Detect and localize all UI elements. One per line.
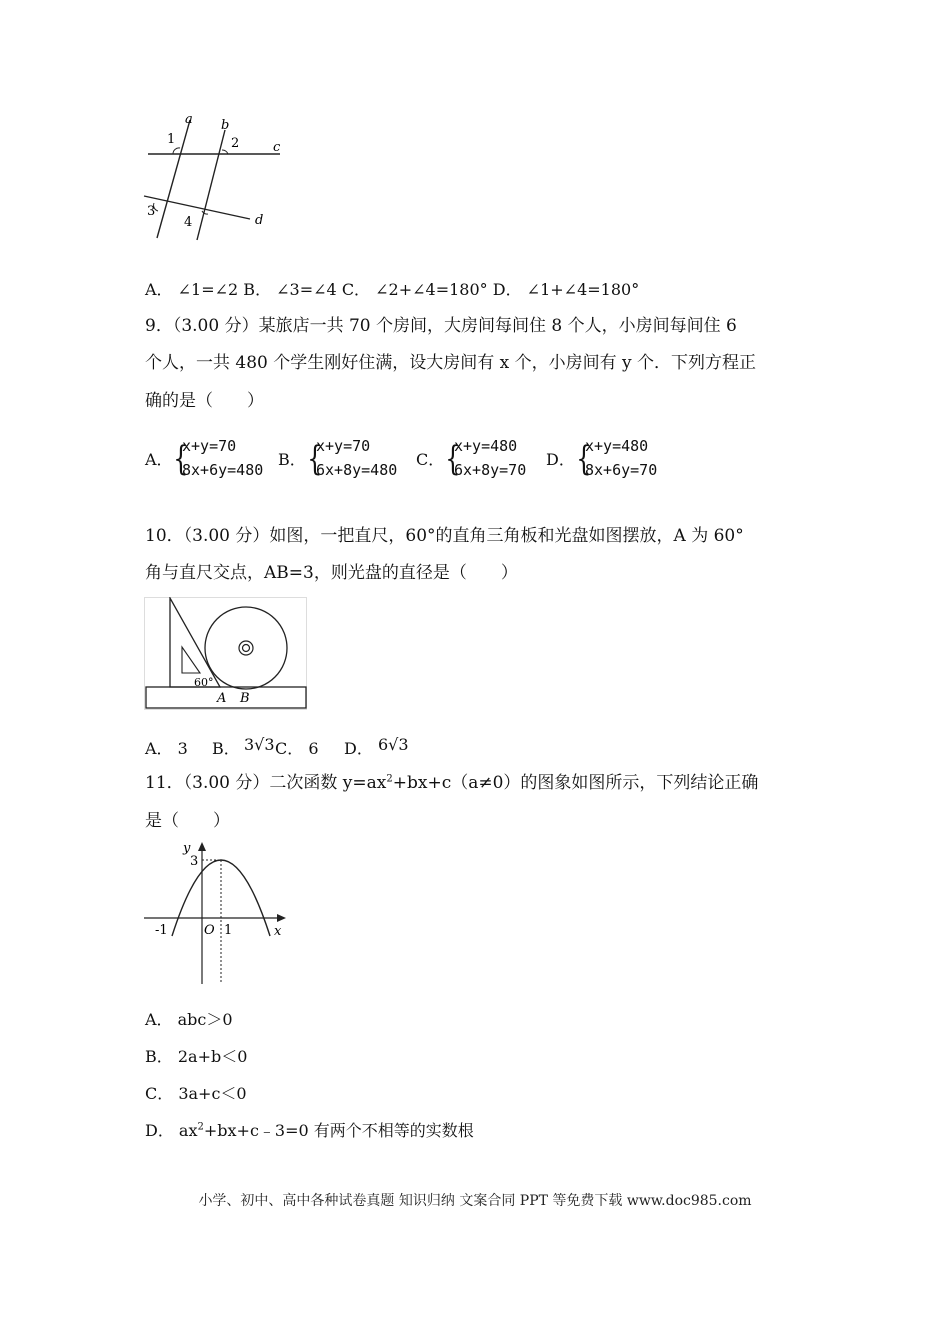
- q9-line-3: 确的是（ ）: [145, 391, 264, 411]
- q9-option-c-label: C．: [416, 450, 445, 469]
- q8-options: A． ∠1=∠2 B． ∠3=∠4 C． ∠2+∠4=180° D． ∠1+∠4=180°: [145, 280, 640, 299]
- q10-angle-label: 60°: [194, 676, 214, 689]
- q8-label-c: c: [273, 140, 281, 155]
- q11-axis-y-label: y: [183, 841, 191, 856]
- q10-line-1: 10．（3.00 分）如图，一把直尺，60°的直角三角板和光盘如图摆放，A 为 60°: [145, 526, 744, 546]
- q8-angle-1: 1: [167, 132, 176, 147]
- q11-option-b: B． 2a+b＜0: [145, 1047, 248, 1066]
- q9-line-1: 9．（3.00 分）某旅店一共 70 个房间，大房间每间住 8 个人，小房间每间住 6: [145, 316, 737, 336]
- q8-label-a: a: [185, 112, 193, 127]
- page-footer: 小学、初中、高中各种试卷真题 知识归纳 文案合同 PPT 等免费下载 www.doc985.com: [198, 1193, 752, 1209]
- q9-option-d-eq2: 8x+6y=70: [585, 461, 658, 479]
- q8-label-b: b: [221, 118, 230, 133]
- q9-option-c-eq2: 6x+8y=70: [454, 461, 527, 479]
- q10-option-a: A． 3: [145, 739, 188, 758]
- q9-line-2: 个人，一共 480 个学生刚好住满，设大房间有 x 个，小房间有 y 个．下列方程正: [145, 353, 757, 373]
- q10-option-b-value: 3√3: [244, 735, 275, 754]
- q9-option-b-eq1: x+y=70: [316, 437, 371, 455]
- q11-option-a: A． abc＞0: [145, 1010, 233, 1029]
- q10-option-c: C． 6: [275, 739, 319, 758]
- q11-tick-1: 1: [224, 923, 233, 938]
- q9-option-d-eq1: x+y=480: [585, 437, 649, 455]
- q10-option-d: D．: [344, 739, 373, 758]
- q8-angle-2: 2: [231, 136, 240, 151]
- set-square: [170, 598, 220, 687]
- q8-angle-4: 4: [184, 215, 193, 230]
- q9-option-b-label: B．: [278, 450, 306, 469]
- q9-option-a-label: A．: [145, 450, 173, 469]
- q8-figure: [140, 110, 300, 245]
- q10-label-a: A: [217, 691, 227, 706]
- q8-angle-3: 3: [147, 204, 156, 219]
- q9-option-a-eq1: x+y=70: [182, 437, 237, 455]
- page: a b c d 1 2 3 4 A． ∠1=∠2 B． ∠3=∠4 C． ∠2+∠4=180° D． ∠1+∠4=180° 9．（3.00 分）某旅店一共 70 个房间，大房间每间住 8 个人，小房间每间住 6 个人，一共 480 个学生刚好住满，设大房间有 x 个，小房间有 y 个．下列方程正 确的是（ ） A． { x+y=70 8x+6y=480 B． { x+y=70 6x+8y=480 C． { x+y=480 6x+8y=70 D． { x+y=480 8x+6y=70 10．（3.00 分）如图，一把直尺，60°的直角三角板和光盘如图摆放，A 为 60° 角与直尺交点，AB=3，则光盘的直径是（ ） 60° A B A． 3 B． 3√3 C． 6 D． 6√3 11．（3.00 分）二次函数 $y=ax^2+bx+c(a\ne 0)$的图象如图所示，下列结论正确 是（ ） y x 3 O 1 -1 A． abc＞0 B． 2a+b＜0 C． 3a+c＜0 D． $ax^2+bx+c﹣3=0$ 有两个不相等的实数根 小学、初中、高中各种试卷真题 知识归纳 文案合同 PPT 等免费下载 www.doc985.com: [0, 0, 950, 1344]
- q11-option-d: D． $ax^2+bx+c﹣3=0$ 有两个不相等的实数根: [145, 1121, 474, 1140]
- q10-figure: [144, 597, 309, 711]
- q10-option-d-value: 6√3: [378, 735, 409, 754]
- q11-tick-neg1: -1: [155, 923, 168, 938]
- q9-option-d-label: D．: [546, 450, 575, 469]
- disc: [205, 607, 287, 689]
- q9-option-b-eq2: 6x+8y=480: [316, 461, 398, 479]
- q11-tick-3: 3: [190, 854, 199, 869]
- q11-graph: [140, 838, 290, 988]
- q11-line-2: 是（ ）: [145, 811, 230, 831]
- q9-option-c-eq1: x+y=480: [454, 437, 518, 455]
- q11-line-1: 11．（3.00 分）二次函数 $y=ax^2+bx+c(a\ne 0)$的图象如图所示，下列结论正确: [145, 773, 759, 793]
- q10-label-b: B: [240, 691, 250, 706]
- q9-option-a-eq2: 8x+6y=480: [182, 461, 264, 479]
- q10-line-2: 角与直尺交点，AB=3，则光盘的直径是（ ）: [145, 563, 518, 583]
- q8-label-d: d: [255, 213, 264, 228]
- q11-axis-x-label: x: [274, 924, 282, 939]
- q10-option-b: B．: [212, 739, 240, 758]
- q11-origin-label: O: [204, 923, 215, 938]
- q11-option-c: C． 3a+c＜0: [145, 1084, 247, 1103]
